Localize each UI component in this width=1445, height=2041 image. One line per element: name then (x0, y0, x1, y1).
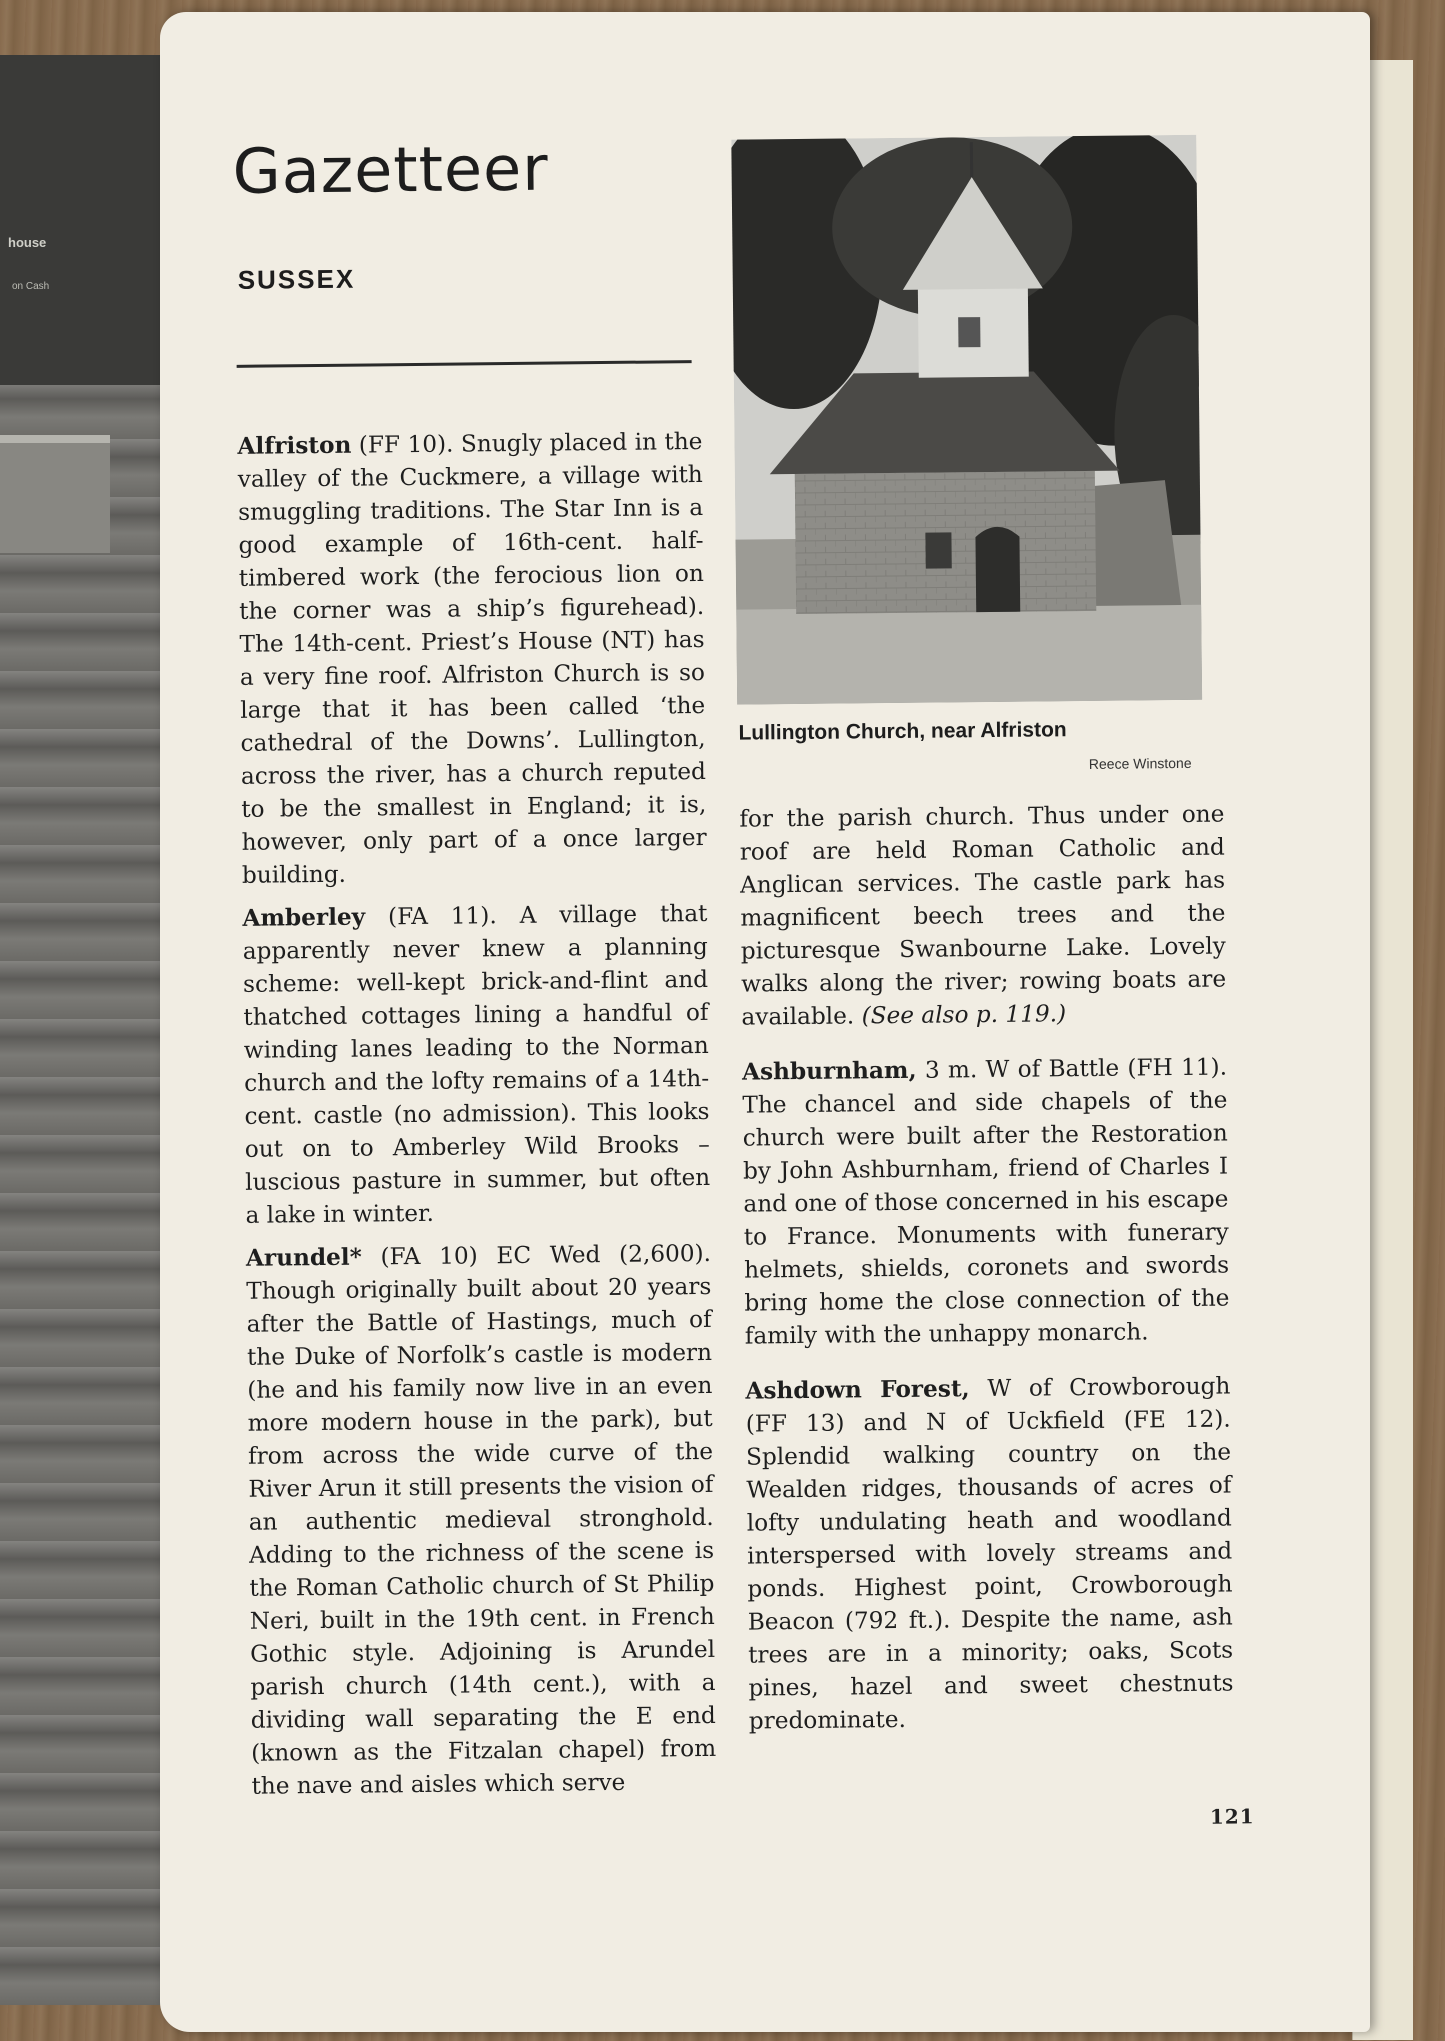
left-page-subtext: on Cash (12, 281, 50, 292)
entry-amberley (242, 897, 710, 1232)
entry-text: 3 m. W of Battle (FH 11). The chancel and side chapels of the church were built after the Restoration by John Ashburnham, friend of Charles I and one of those concerned in his escape to France. Monuments with funerary helmets, shields, coronets and swords bring home the close connection of the family with the unhappy monarch. (742, 1053, 1230, 1350)
page-title: Gazetteer (232, 131, 550, 208)
entry-text: (FA 10) EC Wed (2,600). Though originally built about 20 years after the Battle of Hastings, much of the Duke of Norfolk’s castle is modern (he and his family now live in an even more modern house in the park), but from across the wide curve of the River Arun it still presents the vision of an authentic medieval stronghold. Adding to the richness of the scene is the Roman Catholic church of St Philip Neri, built in the 19th cent. in French Gothic style. Adjoining is Arundel parish church (14th cent.), with a dividing wall separating the E end (known as the Fitzalan chapel) from the nave and aisles which serve (246, 1239, 717, 1800)
page-number: 121 (1209, 1804, 1255, 1829)
left-facing-page (0, 55, 177, 2005)
section-heading: SUSSEX (237, 263, 356, 295)
entry-name: Alfriston (237, 431, 352, 460)
church-photo (731, 135, 1202, 705)
left-page-heading: house (8, 235, 47, 250)
entry-ashdown-forest (745, 1370, 1234, 1738)
entry-name: Ashdown Forest, (745, 1375, 970, 1405)
photo-credit: Reece Winstone (1088, 754, 1192, 772)
page-content (222, 104, 1255, 1829)
entry-name: Arundel* (245, 1243, 362, 1272)
see-also-reference: (See also p. 119.) (861, 1000, 1067, 1030)
entry-arundel-continued (739, 798, 1226, 1034)
entry-name: Ashburnham, (741, 1056, 917, 1086)
right-column (739, 798, 1234, 1748)
entry-arundel (246, 1237, 717, 1803)
entry-text-continued: for the parish church. Thus under one roof are held Roman Catholic and Anglican services. The castle park has magnificent beech trees and the picturesque Swanbourne Lake. Lovely walks along the river; rowing boats are available. (739, 800, 1227, 1031)
entry-name: Amberley (242, 903, 366, 932)
entry-text: W of Crowborough (FF 13) and N of Uckfield (FE 12). Splendid walking country on the Wealden ridges, thousands of acres of lofty undulating heath and woodland interspersed with lovely streams and ponds. Highest point, Crowborough Beacon (792 ft.). Despite the name, ash trees are in a minority; oaks, Scots pines, hazel and sweet chestnuts predominate. (745, 1372, 1234, 1735)
heading-rule (237, 360, 692, 368)
left-page-castle-photo (0, 385, 170, 2005)
entry-text: (FF 10). Snugly placed in the valley of the Cuckmere, a village with smuggling traditions. The Star Inn is a good example of 16th-cent. half-timbered work (the ferocious lion on the corner was a ship’s figurehead). The 14th-cent. Priest’s House (NT) has a very fine roof. Alfriston Church is so large that it has been called ‘the cathedral of the Downs’. Lullington, across the river, has a church reputed to be the smallest in England; it is, however, only part of a once larger building. (237, 427, 707, 889)
entry-ashburnham (742, 1051, 1230, 1353)
left-page-tower (0, 435, 110, 553)
entry-text: (FA 11). A village that apparently never knew a planning scheme: well-kept brick-and-flint and thatched cottages lining a handful of winding lanes leading to the Norman church and the lofty remains of a 14th-cent. castle (no admission). This looks out on to Amberley Wild Brooks – luscious pasture in summer, but often a lake in winter. (242, 899, 711, 1229)
left-column (237, 425, 716, 1813)
lullington-church-illustration (731, 135, 1202, 705)
entry-alfriston (237, 425, 707, 892)
photo-caption: Lullington Church, near Alfriston (738, 718, 1067, 745)
